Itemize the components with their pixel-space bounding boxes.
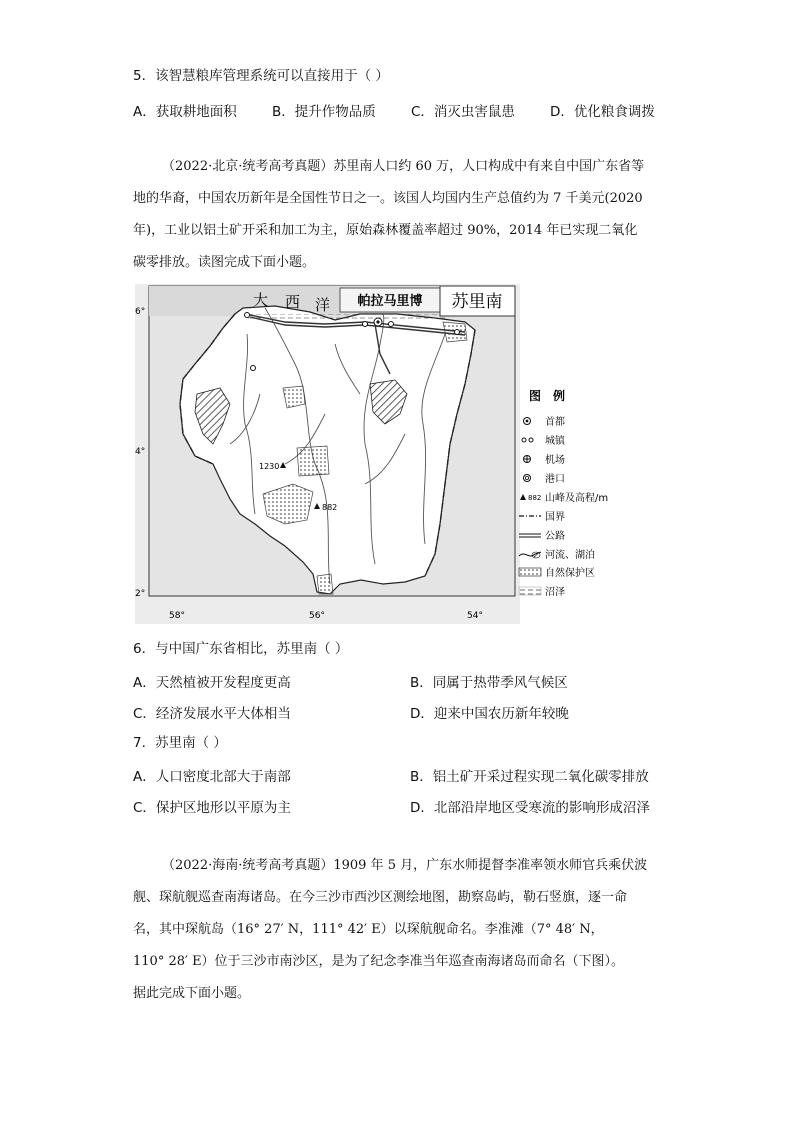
peak-label-882: 882	[322, 503, 338, 512]
map-legend	[519, 388, 608, 598]
peak-label-1230: 1230	[259, 462, 280, 471]
passage1-line-3: 年)，工业以铝土矿开采和加工为主，原始森林覆盖率超过 90%，2014 年已实现二氧化	[133, 223, 638, 238]
passage1-line-1: （2022·北京·统考高考真题）苏里南人口约 60 万，人口构成中有来自中国广东省等	[162, 159, 645, 174]
passage2-line-5: 据此完成下面小题。	[133, 986, 251, 1001]
reserve-southern-tip	[317, 574, 333, 594]
town-icon	[363, 322, 368, 327]
q5-stem: 5．该智慧粮库管理系统可以直接用于（ ）	[133, 68, 389, 84]
legend-label-port: 港口	[545, 474, 565, 485]
legend-label-road: 公路	[545, 531, 565, 542]
town-icon	[455, 330, 460, 335]
legend-label-airport: 机场	[545, 455, 565, 466]
q7-stem: 7．苏里南（ ）	[133, 735, 227, 751]
passage2-line-1: （2022·海南·统考高考真题）1909 年 5 月，广东水师提督李准率领水师官兵乘伏波	[162, 858, 648, 873]
q6-option-d[interactable]: D．迎来中国农历新年较晚	[410, 706, 569, 722]
ocean-label-3: 洋	[315, 296, 331, 314]
q7-option-c[interactable]: C．保护区地形以平原为主	[133, 800, 291, 816]
passage2-line-3: 名，其中琛航岛（16° 27′ N，111° 42′ E）以琛航舰命名。李准滩（7° 48′ N，	[133, 922, 604, 937]
town-icon	[389, 322, 394, 327]
lon-label-56: 56°	[309, 611, 325, 621]
q6-option-c[interactable]: C．经济发展水平大体相当	[133, 706, 291, 722]
q5-option-b[interactable]: B．提升作物品质	[272, 104, 376, 120]
legend-swamp-icon	[519, 587, 541, 595]
suriname-map	[135, 284, 609, 624]
coastal-swamp	[245, 314, 445, 320]
q7-option-d[interactable]: D．北部沿岸地区受寒流的影响形成沼泽	[410, 800, 650, 816]
q7-option-b[interactable]: B．铝土矿开采过程实现二氧化碳零排放	[410, 769, 649, 785]
passage1-line-4: 碳零排放。读图完成下面小题。	[133, 255, 316, 270]
legend-capital-icon	[526, 420, 529, 423]
passage1-line-2: 地的华裔，中国农历新年是全国性节日之一。该国人均国内生产总值约为 7 千美元(2020	[133, 191, 643, 206]
passage2-line-2: 舰、琛航舰巡查南海诸岛。在今三沙市西沙区测绘地图，勘察岛屿，勒石竖旗，逐一命	[133, 890, 628, 905]
legend-label-peak: 山峰及高程/m	[545, 493, 609, 504]
town-icon	[245, 313, 250, 318]
legend-label-town: 城镇	[545, 436, 565, 447]
legend-label-swamp: 沼泽	[545, 587, 565, 598]
legend-title: 图 例	[528, 389, 566, 403]
legend-town-icon	[522, 438, 526, 442]
q5-option-c[interactable]: C．消灭虫害鼠患	[411, 104, 515, 120]
legend-port-icon	[524, 475, 531, 482]
legend-label-capital: 首都	[545, 417, 565, 428]
q6-option-a[interactable]: A．天然植被开发程度更高	[133, 675, 291, 691]
lat-label-2: 2°	[135, 589, 146, 599]
q6-option-b[interactable]: B．同属于热带季风气候区	[410, 675, 568, 691]
reserve-central-north	[283, 386, 305, 408]
lon-label-58: 58°	[169, 611, 185, 621]
capital-icon	[374, 318, 382, 326]
town-icon	[251, 366, 256, 371]
passage2-line-4: 110° 28′ E）位于三沙市南沙区，是为了纪念李准当年巡查南海诸岛而命名（下图）。	[133, 954, 625, 969]
q6-stem: 6．与中国广东省相比，苏里南（ ）	[133, 641, 349, 657]
legend-peak-sample: 882	[528, 494, 542, 502]
q5-option-a[interactable]: A．获取耕地面积	[133, 104, 237, 120]
legend-label-reserve: 自然保护区	[545, 568, 595, 579]
ocean-label-1: 大	[253, 291, 269, 309]
reserve-central	[297, 446, 329, 476]
legend-peak-icon	[520, 494, 526, 500]
lat-label-6: 6°	[135, 307, 146, 317]
ocean-label-2: 西	[285, 293, 301, 311]
lat-label-4: 4°	[135, 447, 146, 457]
map-title: 苏里南	[451, 292, 503, 312]
legend-label-river-lake: 河流、湖泊	[545, 550, 595, 561]
legend-reserve-icon	[519, 568, 541, 576]
lon-label-54: 54°	[467, 611, 483, 621]
capital-label: 帕拉马里博	[357, 294, 423, 309]
q5-option-d[interactable]: D．优化粮食调拨	[550, 104, 655, 120]
legend-label-border: 国界	[545, 512, 565, 523]
q7-option-a[interactable]: A．人口密度北部大于南部	[133, 769, 291, 785]
